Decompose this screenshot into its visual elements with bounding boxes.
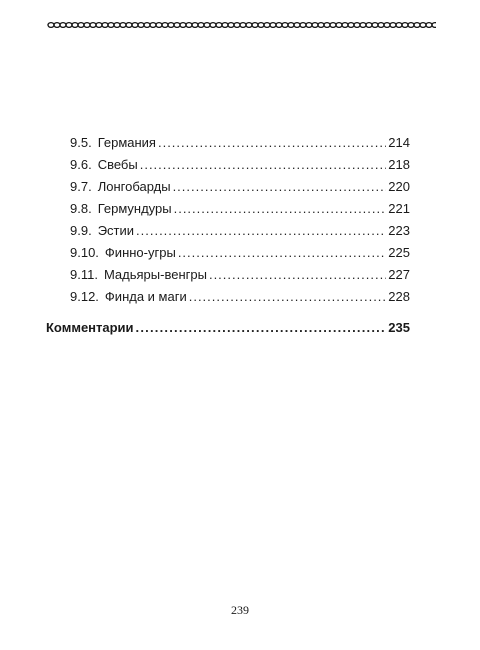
toc-entry-title: Свебы bbox=[97, 157, 138, 172]
dot-leader bbox=[173, 179, 387, 195]
toc-entry[interactable] bbox=[70, 223, 410, 239]
toc-entry[interactable] bbox=[70, 135, 410, 151]
toc-entry-page: 235 bbox=[388, 320, 410, 335]
toc-entry-title: Финно-угры bbox=[104, 245, 176, 260]
toc-entry[interactable] bbox=[70, 267, 410, 283]
toc-entry-title: Гермундуры bbox=[97, 201, 172, 216]
toc-entry-number: 9.7. bbox=[70, 179, 92, 194]
dot-leader bbox=[136, 223, 386, 239]
page-number: 239 bbox=[231, 603, 249, 617]
dot-leader bbox=[136, 320, 387, 336]
toc-entry-page: 221 bbox=[388, 201, 410, 216]
dot-leader bbox=[174, 201, 387, 217]
toc-entry-page: 227 bbox=[388, 267, 410, 282]
toc-entry-page: 225 bbox=[388, 245, 410, 260]
toc-entry-number: 9.9. bbox=[70, 223, 92, 238]
toc-entry[interactable] bbox=[70, 289, 410, 305]
toc-entry[interactable] bbox=[70, 245, 410, 261]
toc-entry[interactable] bbox=[70, 201, 410, 217]
toc-entry-number: 9.12. bbox=[70, 289, 99, 304]
toc-entry-title: Финда и маги bbox=[104, 289, 187, 304]
toc-entry-page: 218 bbox=[388, 157, 410, 172]
toc-entry-title: Германия bbox=[97, 135, 156, 150]
dot-leader bbox=[209, 267, 386, 283]
toc-entry-page: 223 bbox=[388, 223, 410, 238]
dot-leader bbox=[178, 245, 386, 261]
toc-entry-number: 9.11. bbox=[70, 267, 98, 282]
dot-leader bbox=[158, 135, 386, 151]
dot-leader bbox=[189, 289, 387, 305]
toc-entry-title: Эстии bbox=[97, 223, 135, 238]
toc-entry-number: 9.10. bbox=[70, 245, 99, 260]
toc-entry[interactable] bbox=[70, 179, 410, 195]
dot-leader bbox=[140, 157, 387, 173]
toc-entry-title: Лонгобарды bbox=[97, 179, 171, 194]
toc-entry-page: 214 bbox=[388, 135, 410, 150]
toc-entry-number: 9.8. bbox=[70, 201, 92, 216]
toc-entry-page: 228 bbox=[388, 289, 410, 304]
toc-entry-number: 9.6. bbox=[70, 157, 92, 172]
toc-entry-title: Комментарии bbox=[46, 320, 134, 335]
toc-entry-number: 9.5. bbox=[70, 135, 92, 150]
toc-main-entry[interactable] bbox=[46, 320, 410, 336]
toc-entry[interactable] bbox=[70, 157, 410, 173]
toc-entry-page: 220 bbox=[388, 179, 410, 194]
toc-entry-title: Мадьяры-венгры bbox=[103, 267, 207, 282]
